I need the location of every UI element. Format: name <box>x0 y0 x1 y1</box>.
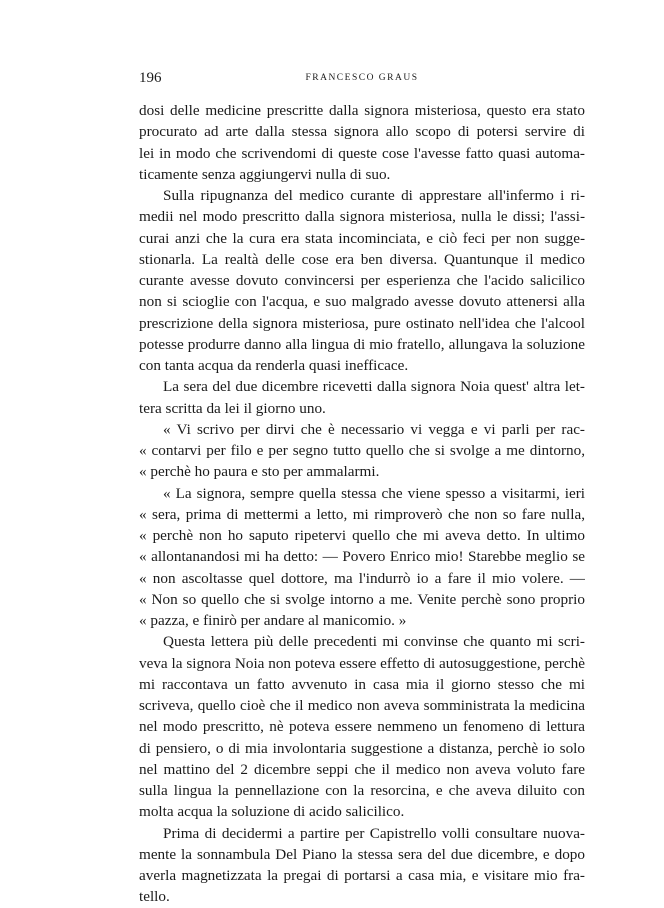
text-line: sulla lingua la pennellazione con la resorcina, e che aveva diluito con <box>139 782 585 799</box>
text-line: curai anzi che la cura era stata incominciata, e ciò feci per non sugge- <box>139 229 585 247</box>
text-line: tello. <box>139 888 170 906</box>
text-line: mente la sonnambula Del Piano la stessa sera del due dicembre, e dopo <box>139 845 585 863</box>
text-line: stionarla. La realtà delle cose era ben diversa. Quantunque il medico <box>139 250 585 268</box>
page-number: 196 <box>139 70 162 86</box>
text-line: Prima di decidermi a partire per Capistrello volli consultare nuova- <box>163 824 585 842</box>
body-text <box>139 100 585 908</box>
text-line: con tanta acqua da renderla quasi inefficace. <box>139 357 409 374</box>
text-line: « sera, prima di mettermi a letto, mi rimproverò che non so fare nulla, <box>139 505 585 523</box>
text-line: « Non so quello che si svolge intorno a me. Venite perchè sono proprio <box>139 590 585 608</box>
text-line: curante avesse dovuto convincersi per esperienza che l'acido salicilico <box>139 272 585 289</box>
text-line: averla magnetizzata la pregai di portarsi a casa mia, e visitare mio fra- <box>139 867 585 884</box>
text-line: Sulla ripugnanza del medico curante di apprestare all'infermo i ri- <box>163 187 585 204</box>
text-line: « allontanandosi mi ha detto: — Povero Enrico mio! Starebbe meglio se <box>139 548 585 566</box>
text-line: scriveva, quello cioè che il medico non aveva somministrata la medicina <box>139 697 585 714</box>
text-line: procurato ad arte dalla stessa signora allo scopo di potersi servire di <box>139 123 585 141</box>
running-title: FRANCESCO GRAUS <box>305 73 419 83</box>
text-line: tera scritta da lei il giorno uno. <box>139 399 326 417</box>
page-header <box>139 70 585 90</box>
text-line: molta acqua la soluzione di acido salicilico. <box>139 803 405 821</box>
text-line: non si scioglie con l'acqua, e suo malgrado avesse dovuto attenersi alla <box>139 293 585 311</box>
text-line: La sera del due dicembre ricevetti dalla signora Noia quest' altra let- <box>163 378 585 396</box>
text-line: di pensiero, o di mia involontaria suggestione a distanza, perchè io solo <box>139 739 585 757</box>
text-line: ticamente senza aggiungervi nulla di suo. <box>139 165 391 183</box>
text-line: dosi delle medicine prescritte dalla signora misteriosa, questo era stato <box>139 102 585 119</box>
text-line: « perchè ho paura e sto per ammalarmi. <box>139 463 380 481</box>
text-line: mi raccontava un fatto avvenuto in casa mia il giorno stesso che mi <box>139 675 585 693</box>
text-line: « perchè non ho saputo ripetervi quello che mi aveva detto. In ultimo <box>139 527 585 544</box>
text-line: « non ascoltasse quel dottore, ma l'indurrò io a fare il mio volere. — <box>139 569 585 587</box>
text-line: « La signora, sempre quella stessa che viene spesso a visitarmi, ieri <box>163 484 585 502</box>
text-line: nel modo prescritto, nè poteva essere nemmeno un fenomeno di lettura <box>139 718 585 736</box>
text-line: medii nel modo prescritto dalla signora misteriosa, nulla le dissi; l'assi- <box>139 208 585 226</box>
text-line: « pazza, e finirò per andare al manicomio. » <box>139 612 407 629</box>
text-line: veva la signora Noia non poteva essere effetto di autosuggestione, perchè <box>139 654 585 672</box>
text-line: prescrizione della signora misteriosa, pure ostinato nell'idea che l'alcool <box>139 314 585 332</box>
text-line: Questa lettera più delle precedenti mi convinse che quanto mi scri- <box>163 633 585 651</box>
text-line: « Vi scrivo per dirvi che è necessario vi vegga e vi parli per rac- <box>163 420 585 438</box>
text-line: « contarvi per filo e per segno tutto quello che si svolge a me dintorno, <box>139 442 585 459</box>
text-line: nel mattino del 2 dicembre seppi che il medico non aveva voluto fare <box>139 760 585 778</box>
text-line: lei in modo che scrivendomi di queste cose l'avesse fatto quasi automa- <box>139 144 585 162</box>
text-line: potesse produrre danno alla lingua di mio fratello, allungava la soluzione <box>139 335 585 353</box>
